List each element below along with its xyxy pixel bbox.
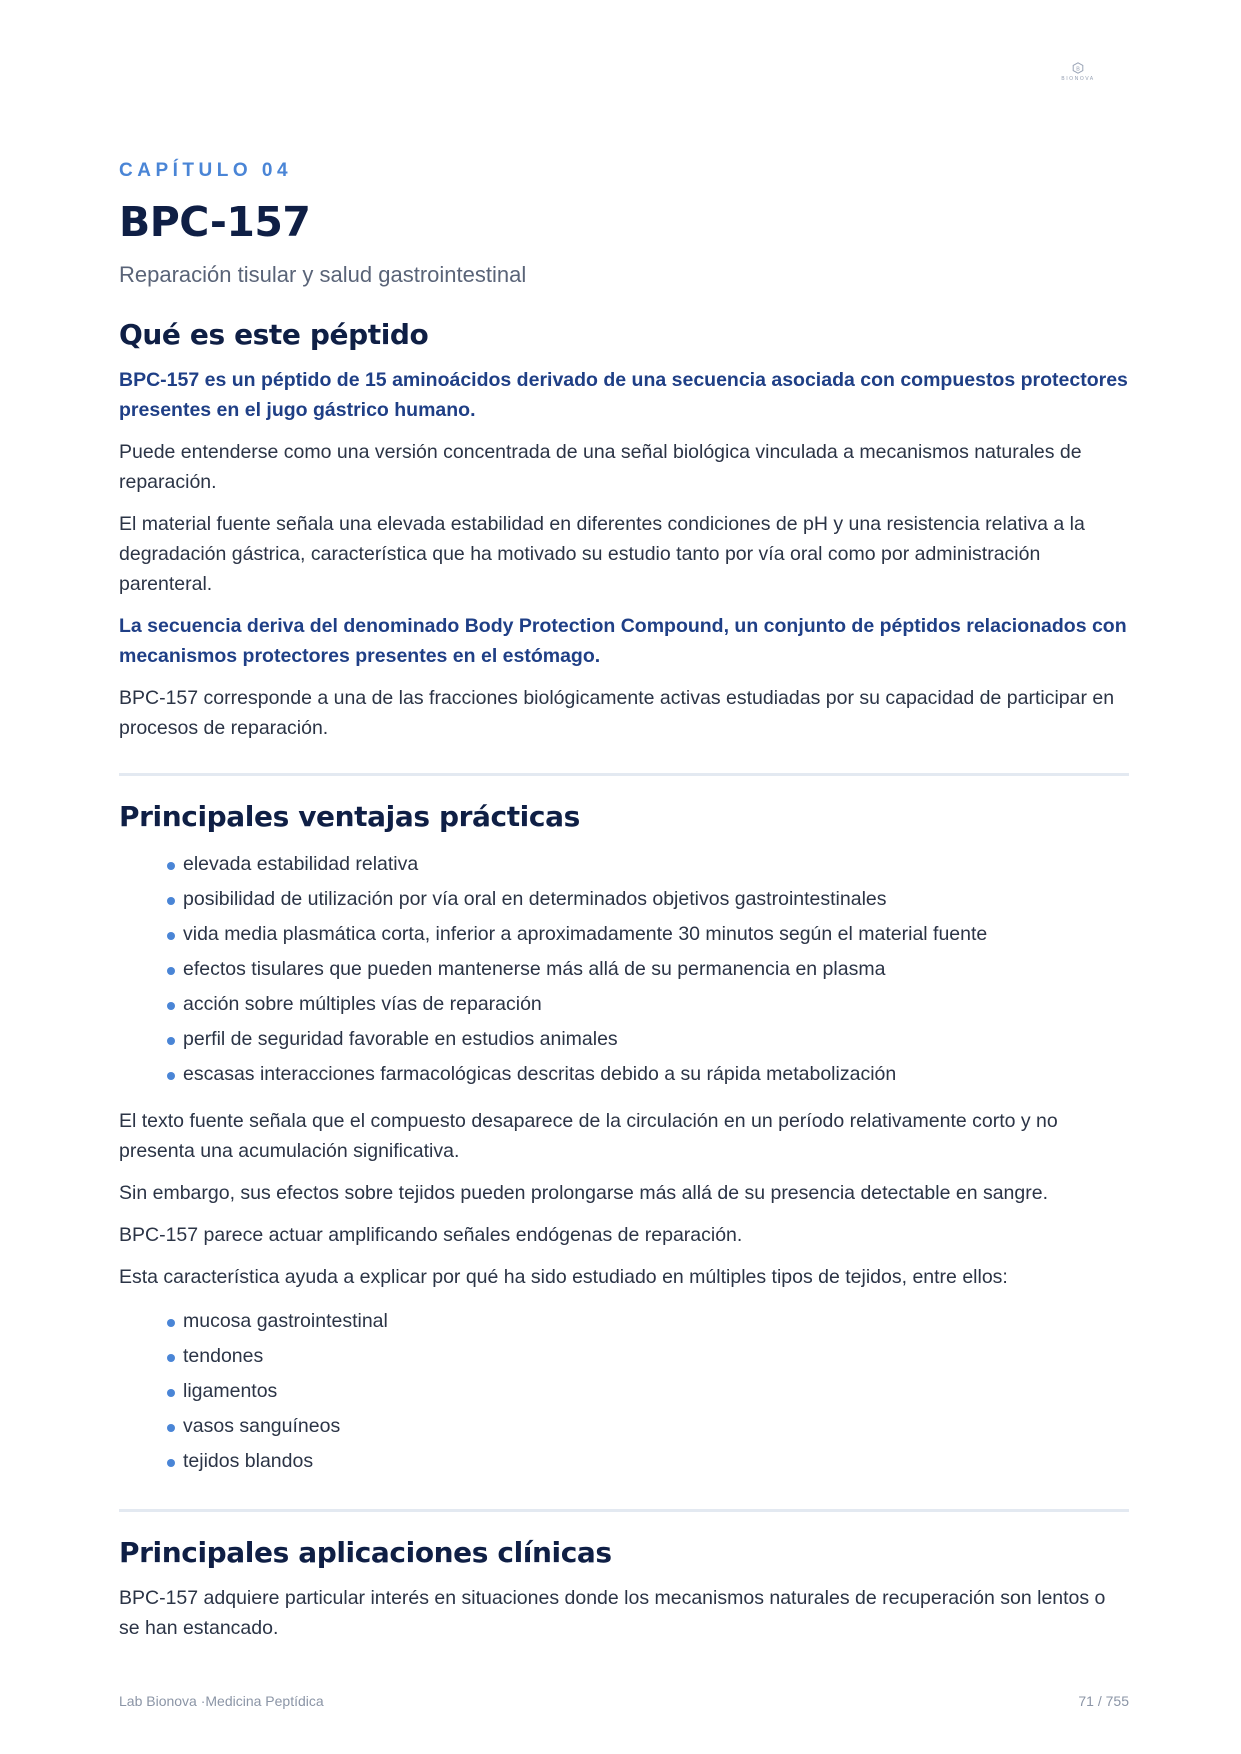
paragraph: BPC-157 adquiere particular interés en situaciones donde los mecanismos naturales de recuperación son lentos o se han estancado. [119,1587,1106,1639]
list-item: escasas interacciones farmacológicas descritas debido a su rápida metabolización [167,1057,1129,1092]
chapter-title: BPC-157 [119,198,311,246]
chapter-subtitle: Reparación tisular y salud gastrointestinal [119,262,527,287]
bionova-logo-icon [1072,62,1084,74]
section-divider [119,1509,1129,1512]
paragraph: BPC-157 parece actuar amplificando señales endógenas de reparación. [119,1224,743,1246]
highlight-paragraph: La secuencia deriva del denominado Body Protection Compound, un conjunto de péptidos relacionados con mecanismos protectores presentes en el estómago. [119,615,1127,667]
paragraph: El texto fuente señala que el compuesto desaparece de la circulación en un período relativamente corto y no presenta una acumulación significativa. [119,1110,1058,1162]
list-item: elevada estabilidad relativa [167,847,1129,882]
chapter-content [119,318,1129,1655]
section-que-es [119,318,1129,743]
chapter-label: CAPÍTULO 04 [119,160,293,181]
list-item: ligamentos [167,1374,1129,1409]
section-heading: Principales aplicaciones clínicas [119,1536,612,1569]
svg-text:B: B [1076,66,1080,73]
list-item: efectos tisulares que pueden mantenerse más allá de su permanencia en plasma [167,952,1129,987]
highlight-paragraph: BPC-157 es un péptido de 15 aminoácidos derivado de una secuencia asociada con compuestos protectores presentes en el jugo gástrico humano. [119,369,1128,421]
list-item: posibilidad de utilización por vía oral en determinados objetivos gastrointestinales [167,882,1129,917]
list-item: vida media plasmática corta, inferior a aproximadamente 30 minutos según el material fuente [167,917,1129,952]
page-footer [119,1693,1129,1709]
list-item: perfil de seguridad favorable en estudios animales [167,1022,1129,1057]
list-item: tendones [167,1339,1129,1374]
section-heading: Qué es este péptido [119,318,429,351]
brand-logo [1058,62,1098,86]
section-aplicaciones [119,1536,1129,1643]
footer-publication: Lab Bionova ·Medicina Peptídica [119,1693,324,1709]
paragraph: Esta característica ayuda a explicar por qué ha sido estudiado en múltiples tipos de tejidos, entre ellos: [119,1266,1008,1288]
list-item: vasos sanguíneos [167,1409,1129,1444]
tissues-list [119,1304,1129,1479]
paragraph: BPC-157 corresponde a una de las fracciones biológicamente activas estudiadas por su capacidad de participar en procesos de reparación. [119,687,1115,739]
list-item: mucosa gastrointestinal [167,1304,1129,1339]
advantages-list [119,847,1129,1092]
paragraph: El material fuente señala una elevada estabilidad en diferentes condiciones de pH y una resistencia relativa a la degradación gástrica, característica que ha motivado su estudio tanto por vía oral como por administración parenteral. [119,513,1085,595]
paragraph: Puede entenderse como una versión concentrada de una señal biológica vinculada a mecanismos naturales de reparación. [119,441,1082,493]
page-number: 71 / 755 [1078,1693,1129,1709]
section-heading: Principales ventajas prácticas [119,800,580,833]
section-divider [119,773,1129,776]
logo-text: BIONOVA [1061,76,1095,82]
list-item: tejidos blandos [167,1444,1129,1479]
list-item: acción sobre múltiples vías de reparación [167,987,1129,1022]
section-ventajas [119,800,1129,1479]
paragraph: Sin embargo, sus efectos sobre tejidos pueden prolongarse más allá de su presencia detectable en sangre. [119,1182,1048,1204]
